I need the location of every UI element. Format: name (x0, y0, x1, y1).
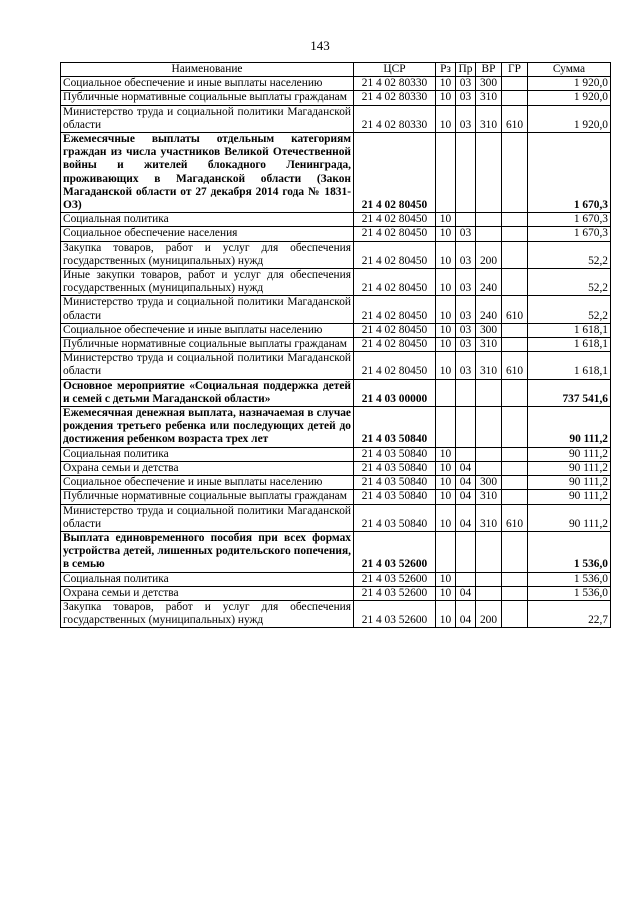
row-pr (456, 407, 476, 448)
row-amount: 1 536,0 (528, 531, 611, 572)
table-row (61, 600, 611, 627)
row-csr: 21 4 02 80330 (354, 105, 436, 132)
row-rz: 10 (436, 77, 456, 91)
row-rz: 10 (436, 586, 456, 600)
row-vr: 200 (476, 241, 502, 268)
row-csr: 21 4 03 50840 (354, 447, 436, 461)
budget-table (60, 62, 611, 628)
row-csr: 21 4 03 52600 (354, 586, 436, 600)
row-name: Публичные нормативные социальные выплаты гражданам (61, 338, 354, 352)
row-rz: 10 (436, 213, 456, 227)
table-row (61, 91, 611, 105)
row-csr: 21 4 03 50840 (354, 490, 436, 504)
table-header-row (61, 63, 611, 77)
row-pr: 03 (456, 91, 476, 105)
header-name: Наименование (61, 63, 354, 77)
table-row (61, 105, 611, 132)
row-name: Охрана семьи и детства (61, 586, 354, 600)
row-vr: 310 (476, 504, 502, 531)
row-csr: 21 4 03 52600 (354, 531, 436, 572)
table-row (61, 77, 611, 91)
row-pr: 03 (456, 105, 476, 132)
row-vr: 200 (476, 600, 502, 627)
row-csr: 21 4 03 50840 (354, 504, 436, 531)
row-csr: 21 4 02 80450 (354, 323, 436, 337)
row-amount: 90 111,2 (528, 476, 611, 490)
row-name: Социальное обеспечение и иные выплаты населению (61, 476, 354, 490)
row-vr (476, 227, 502, 241)
row-vr (476, 461, 502, 475)
row-name: Министерство труда и социальной политики Магаданской области (61, 105, 354, 132)
row-gr (502, 490, 528, 504)
row-rz: 10 (436, 323, 456, 337)
table-row (61, 586, 611, 600)
row-amount: 1 618,1 (528, 338, 611, 352)
row-rz: 10 (436, 105, 456, 132)
row-amount: 22,7 (528, 600, 611, 627)
row-rz: 10 (436, 490, 456, 504)
row-amount: 90 111,2 (528, 461, 611, 475)
row-amount: 1 536,0 (528, 586, 611, 600)
table-row (61, 504, 611, 531)
row-pr: 04 (456, 600, 476, 627)
row-rz: 10 (436, 476, 456, 490)
table-row (61, 296, 611, 323)
row-gr (502, 586, 528, 600)
row-pr: 04 (456, 504, 476, 531)
row-amount: 90 111,2 (528, 490, 611, 504)
row-pr: 03 (456, 227, 476, 241)
row-gr (502, 407, 528, 448)
row-vr: 300 (476, 77, 502, 91)
row-name: Ежемесячная денежная выплата, назначаемая в случае рождения третьего ребенка или последующих детей до достижения ребенком возраста трех лет (61, 407, 354, 448)
row-gr (502, 338, 528, 352)
row-name: Министерство труда и социальной политики Магаданской области (61, 504, 354, 531)
row-vr: 310 (476, 105, 502, 132)
row-rz: 10 (436, 241, 456, 268)
page-number: 143 (310, 38, 330, 53)
row-csr: 21 4 02 80450 (354, 338, 436, 352)
row-amount: 1 618,1 (528, 323, 611, 337)
row-csr: 21 4 02 80450 (354, 352, 436, 379)
row-rz (436, 379, 456, 406)
row-rz (436, 531, 456, 572)
row-gr: 610 (502, 105, 528, 132)
header-amount: Сумма (528, 63, 611, 77)
table-row (61, 338, 611, 352)
row-rz (436, 133, 456, 213)
row-amount: 90 111,2 (528, 447, 611, 461)
row-vr: 310 (476, 91, 502, 105)
row-pr (456, 379, 476, 406)
row-gr (502, 476, 528, 490)
row-rz: 10 (436, 352, 456, 379)
row-amount: 52,2 (528, 269, 611, 296)
row-name: Охрана семьи и детства (61, 461, 354, 475)
row-name: Социальное обеспечение и иные выплаты населению (61, 77, 354, 91)
row-gr (502, 133, 528, 213)
row-amount: 1 920,0 (528, 105, 611, 132)
row-csr: 21 4 02 80450 (354, 269, 436, 296)
table-row (61, 447, 611, 461)
row-vr: 310 (476, 338, 502, 352)
row-csr: 21 4 03 50840 (354, 476, 436, 490)
row-gr (502, 77, 528, 91)
table-row (61, 241, 611, 268)
row-csr: 21 4 02 80330 (354, 91, 436, 105)
row-pr (456, 531, 476, 572)
row-rz: 10 (436, 447, 456, 461)
row-csr: 21 4 02 80450 (354, 213, 436, 227)
row-pr: 04 (456, 461, 476, 475)
row-name: Публичные нормативные социальные выплаты гражданам (61, 91, 354, 105)
row-amount: 1 670,3 (528, 227, 611, 241)
row-pr: 03 (456, 338, 476, 352)
row-gr (502, 91, 528, 105)
row-pr (456, 572, 476, 586)
header-vr: ВР (476, 63, 502, 77)
row-amount: 1 920,0 (528, 91, 611, 105)
row-csr: 21 4 02 80330 (354, 77, 436, 91)
table-row (61, 352, 611, 379)
header-rz: Рз (436, 63, 456, 77)
row-amount: 1 536,0 (528, 572, 611, 586)
row-amount: 90 111,2 (528, 407, 611, 448)
row-rz: 10 (436, 504, 456, 531)
table-row (61, 572, 611, 586)
row-rz: 10 (436, 91, 456, 105)
row-gr (502, 323, 528, 337)
row-vr (476, 213, 502, 227)
row-amount: 1 618,1 (528, 352, 611, 379)
row-pr: 03 (456, 352, 476, 379)
row-pr (456, 213, 476, 227)
table-row (61, 227, 611, 241)
row-gr: 610 (502, 352, 528, 379)
row-gr (502, 600, 528, 627)
row-name: Закупка товаров, работ и услуг для обеспечения государственных (муниципальных) нужд (61, 600, 354, 627)
row-rz: 10 (436, 338, 456, 352)
row-name: Министерство труда и социальной политики Магаданской области (61, 296, 354, 323)
row-gr: 610 (502, 296, 528, 323)
row-gr (502, 379, 528, 406)
row-vr (476, 586, 502, 600)
row-pr: 04 (456, 586, 476, 600)
row-name: Социальное обеспечение и иные выплаты населению (61, 323, 354, 337)
row-pr: 03 (456, 269, 476, 296)
row-vr: 310 (476, 490, 502, 504)
table-row (61, 490, 611, 504)
header-csr: ЦСР (354, 63, 436, 77)
row-vr: 300 (476, 323, 502, 337)
row-name: Социальная политика (61, 447, 354, 461)
row-rz: 10 (436, 461, 456, 475)
row-vr: 310 (476, 352, 502, 379)
row-gr: 610 (502, 504, 528, 531)
row-amount: 1 670,3 (528, 213, 611, 227)
row-csr: 21 4 03 50840 (354, 407, 436, 448)
row-amount: 737 541,6 (528, 379, 611, 406)
row-pr (456, 447, 476, 461)
row-csr: 21 4 02 80450 (354, 296, 436, 323)
row-name: Закупка товаров, работ и услуг для обеспечения государственных (муниципальных) нужд (61, 241, 354, 268)
row-gr (502, 241, 528, 268)
table-row (61, 531, 611, 572)
row-name: Министерство труда и социальной политики Магаданской области (61, 352, 354, 379)
row-vr: 240 (476, 269, 502, 296)
row-gr (502, 531, 528, 572)
row-vr: 300 (476, 476, 502, 490)
row-name: Выплата единовременного пособия при всех формах устройства детей, лишенных родительского попечения, в семью (61, 531, 354, 572)
row-pr: 03 (456, 323, 476, 337)
row-rz: 10 (436, 269, 456, 296)
row-csr: 21 4 02 80450 (354, 241, 436, 268)
row-vr (476, 379, 502, 406)
row-pr: 03 (456, 296, 476, 323)
row-gr (502, 213, 528, 227)
row-rz (436, 407, 456, 448)
row-csr: 21 4 03 52600 (354, 600, 436, 627)
row-name: Социальное обеспечение населения (61, 227, 354, 241)
row-rz: 10 (436, 296, 456, 323)
row-csr: 21 4 03 50840 (354, 461, 436, 475)
row-name: Основное мероприятие «Социальная поддержка детей и семей с детьми Магаданской области» (61, 379, 354, 406)
row-name: Ежемесячные выплаты отдельным категориям граждан из числа участников Великой Отечественной войны и жителей блокадного Ленинграда, проживающих в Магаданской области (Закон Магаданской области от 27 декабря 2014 года № 1831-ОЗ) (61, 133, 354, 213)
row-amount: 1 920,0 (528, 77, 611, 91)
row-gr (502, 447, 528, 461)
row-vr (476, 407, 502, 448)
row-pr: 04 (456, 490, 476, 504)
row-pr (456, 133, 476, 213)
row-pr: 03 (456, 77, 476, 91)
header-gr: ГР (502, 63, 528, 77)
table-row (61, 323, 611, 337)
row-vr (476, 531, 502, 572)
row-vr: 240 (476, 296, 502, 323)
table-row (61, 213, 611, 227)
table-row (61, 476, 611, 490)
row-vr (476, 572, 502, 586)
table-row (61, 407, 611, 448)
table-row (61, 269, 611, 296)
row-name: Иные закупки товаров, работ и услуг для обеспечения государственных (муниципальных) нужд (61, 269, 354, 296)
row-amount: 1 670,3 (528, 133, 611, 213)
row-vr (476, 447, 502, 461)
row-csr: 21 4 03 52600 (354, 572, 436, 586)
row-rz: 10 (436, 227, 456, 241)
row-csr: 21 4 02 80450 (354, 227, 436, 241)
row-gr (502, 269, 528, 296)
row-amount: 52,2 (528, 296, 611, 323)
table-row (61, 379, 611, 406)
row-name: Публичные нормативные социальные выплаты гражданам (61, 490, 354, 504)
table-row (61, 461, 611, 475)
row-pr: 03 (456, 241, 476, 268)
table-row (61, 133, 611, 213)
row-name: Социальная политика (61, 572, 354, 586)
row-gr (502, 572, 528, 586)
row-rz: 10 (436, 572, 456, 586)
row-csr: 21 4 02 80450 (354, 133, 436, 213)
row-pr: 04 (456, 476, 476, 490)
row-gr (502, 227, 528, 241)
row-rz: 10 (436, 600, 456, 627)
row-name: Социальная политика (61, 213, 354, 227)
header-pr: Пр (456, 63, 476, 77)
row-amount: 52,2 (528, 241, 611, 268)
row-gr (502, 461, 528, 475)
row-csr: 21 4 03 00000 (354, 379, 436, 406)
row-amount: 90 111,2 (528, 504, 611, 531)
row-vr (476, 133, 502, 213)
